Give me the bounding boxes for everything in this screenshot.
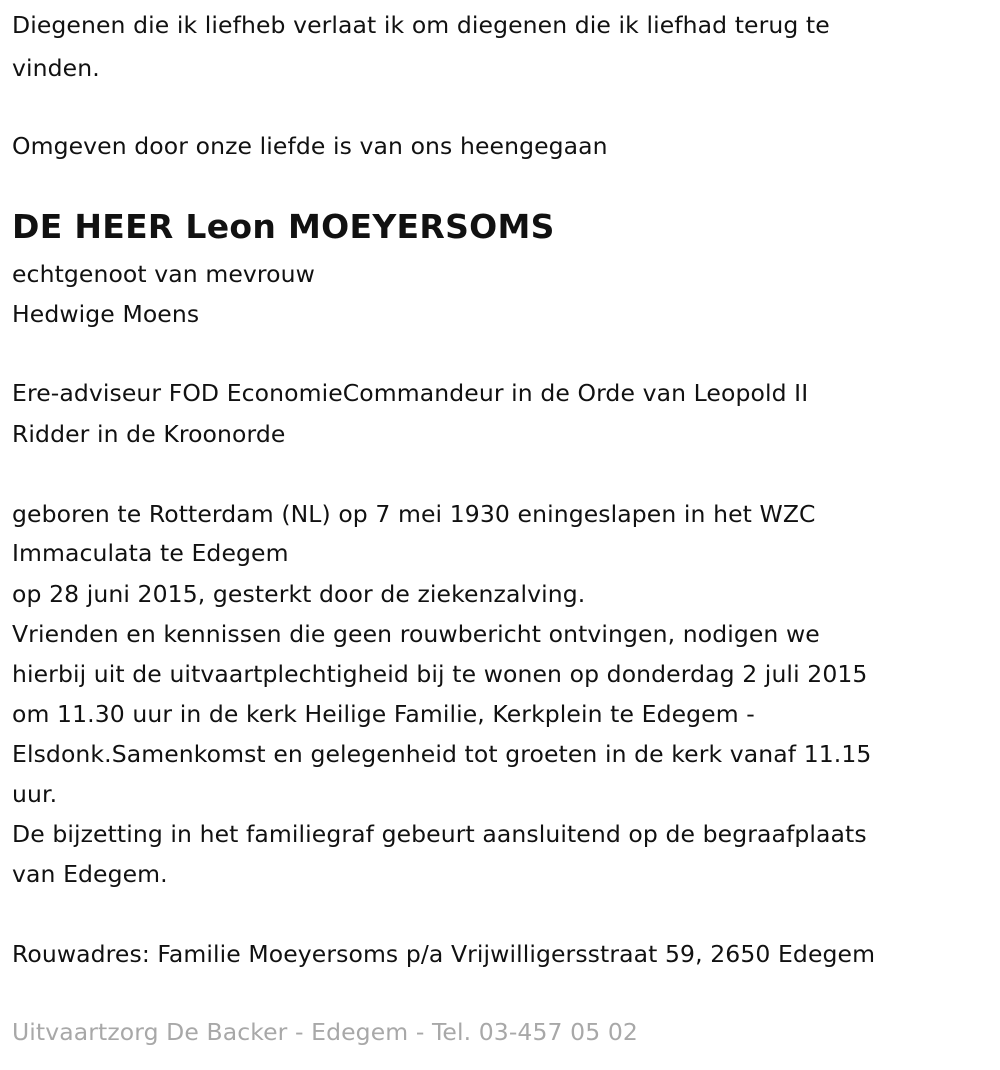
motto-line: vinden. [12,54,100,82]
funeral-home-footer: Uitvaartzorg De Backer - Edegem - Tel. 03-457 05 02 [12,1018,638,1046]
motto-line: Diegenen die ik liefheb verlaat ik om diegenen die ik liefhad terug te [12,11,830,39]
title-line: Ere-adviseur FOD EconomieCommandeur in de Orde van Leopold II [12,379,809,407]
mourning-address: Rouwadres: Familie Moeyersoms p/a Vrijwilligersstraat 59, 2650 Edegem [12,940,876,968]
body-line: om 11.30 uur in de kerk Heilige Familie, Kerkplein te Edegem - [12,700,755,728]
intro-text: Omgeven door onze liefde is van ons heengegaan [12,132,608,160]
body-line: op 28 juni 2015, gesterkt door de ziekenzalving. [12,580,586,608]
body-line: Elsdonk.Samenkomst en gelegenheid tot groeten in de kerk vanaf 11.15 [12,740,872,768]
body-line: van Edegem. [12,860,168,888]
deceased-name: DE HEER Leon MOEYERSOMS [12,207,555,246]
body-line: geboren te Rotterdam (NL) op 7 mei 1930 eningeslapen in het WZC [12,500,816,528]
spouse-line: echtgenoot van mevrouw [12,260,315,288]
spouse-line: Hedwige Moens [12,300,200,328]
body-line: De bijzetting in het familiegraf gebeurt aansluitend op de begraafplaats [12,820,867,848]
body-line: Vrienden en kennissen die geen rouwbericht ontvingen, nodigen we [12,620,820,648]
body-line: hierbij uit de uitvaartplechtigheid bij te wonen op donderdag 2 juli 2015 [12,660,868,688]
body-line: Immaculata te Edegem [12,539,289,567]
body-line: uur. [12,780,58,808]
title-line: Ridder in de Kroonorde [12,420,286,448]
